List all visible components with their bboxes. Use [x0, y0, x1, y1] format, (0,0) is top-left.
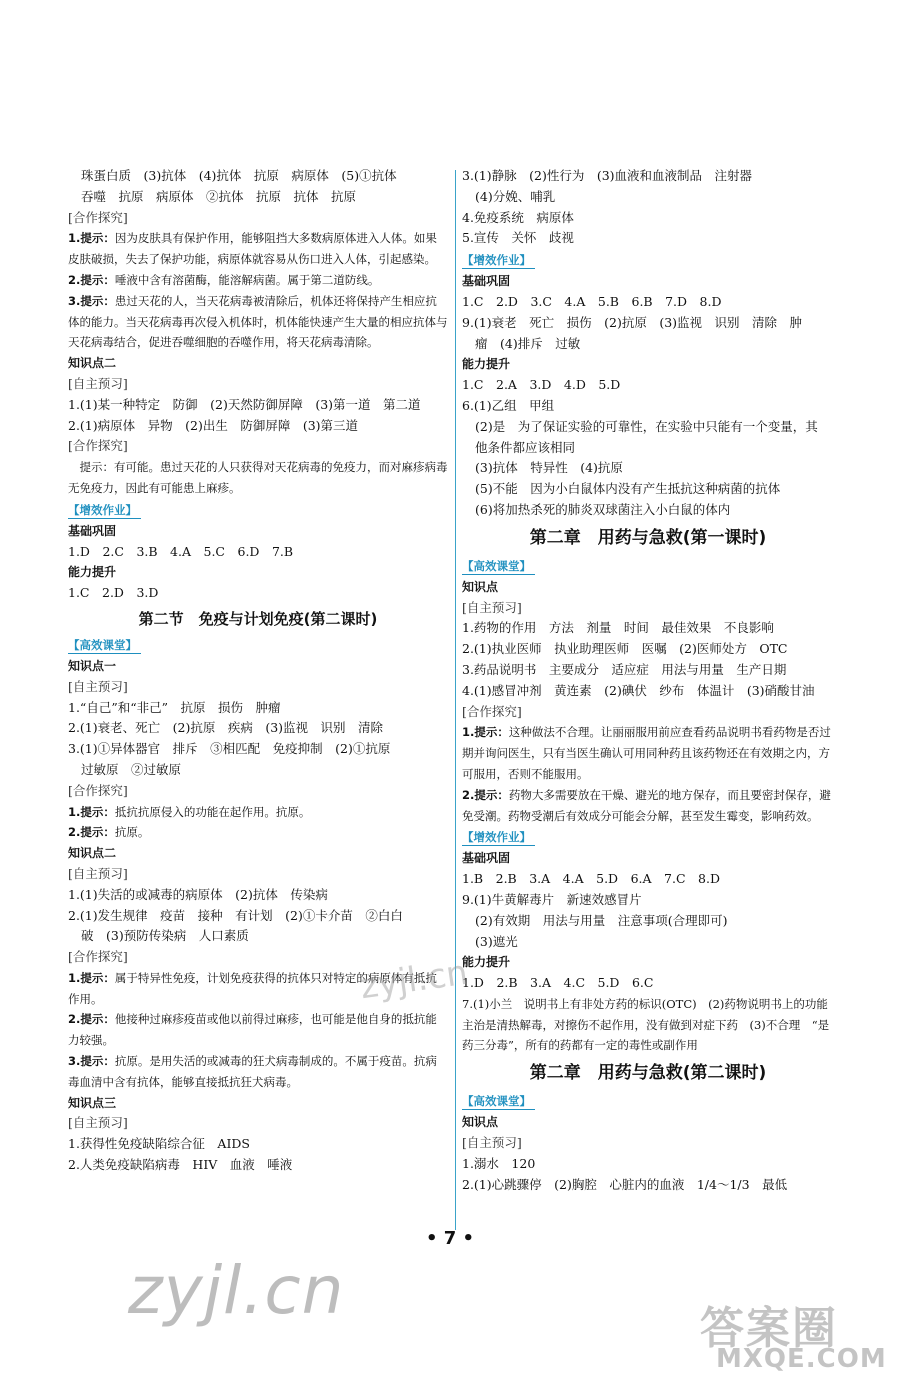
knowledge-heading: 知识点 [462, 579, 499, 594]
subsection-label: [合作探究] [68, 949, 128, 965]
hint-text: 药物大多需要放在干燥、避光的地方保存，而且要密封保存，避免受潮。药物受潮后有效成分可能会分解，甚至发生霉变，影响药效。 [462, 787, 831, 823]
answer-line: 1.D 2.C 3.B 4.A 5.C 6.D 7.B [68, 543, 294, 559]
hint-text: 抗原。是用失活的或减毒的狂犬病毒制成的。不属于疫苗。抗病毒血清中含有抗体，能够直接抵抗狂犬病毒。 [68, 1054, 437, 1089]
answer-line: 2.(1)病原体 异物 (2)出生 防御屏障 (3)第三道 [68, 417, 359, 433]
answer-line-indent: (2)有效期 用法与用量 注意事项(合理即可) [475, 912, 728, 928]
answer-line: 9.(1)牛黄解毒片 新速效感冒片 [462, 891, 642, 907]
hint-text: 属于特异性免疫，计划免疫获得的抗体只对特定的病原体有抵抗作用。 [68, 970, 437, 1006]
knowledge-heading: 能力提升 [68, 565, 117, 580]
page-number: • 7 • [425, 1228, 475, 1249]
hint-label: 3.提示： [68, 1054, 115, 1069]
knowledge-heading: 知识点二 [68, 356, 117, 371]
answer-line: 1.C 2.D 3.D [68, 585, 159, 601]
answer-line-indent: 过敏原 ②过敏原 [81, 761, 182, 777]
hint-text: 唾液中含有溶菌酶，能溶解病菌。属于第二道防线。 [114, 272, 380, 287]
hint-text: 这种做法不合理。让丽丽服用前应查看药品说明书看药物是否过期并询问医生，只有当医生确认可用同种药且该药物还在有效期之内，方可服用，否则不能服用。 [462, 725, 831, 781]
hint-text: 提示：有可能。患过天花的人只获得对天花病毒的免疫力，而对麻疹病毒无免疫力，因此有可能患上麻疹。 [68, 460, 448, 495]
section-tag: 【增效作业】 [462, 829, 535, 846]
watermark-logo-left: zyjl.cn [128, 1252, 345, 1329]
answer-line-indent: (3)遮光 [475, 933, 518, 949]
answer-line: 2.(1)衰老、死亡 (2)抗原 疾病 (3)监视 识别 清除 [68, 720, 384, 736]
knowledge-heading: 知识点 [462, 1115, 499, 1130]
section-tag: 【增效作业】 [462, 252, 535, 269]
hint-label: 2.提示： [68, 272, 115, 287]
hint-text: 患过天花的人，当天花病毒被清除后，机体还将保持产生相应抗体的能力。当天花病毒再次侵入机体时，机体能快速产生大量的相应抗体与天花病毒结合，促进吞噬细胞的吞噬作用，将天花病毒清除。 [68, 293, 448, 350]
answer-hint [68, 1051, 448, 1093]
answer-line-indent: (6)将加热杀死的肺炎双球菌注入小白鼠的体内 [475, 501, 731, 517]
watermark-center: zyjl.cn [357, 952, 471, 1008]
knowledge-heading: 基础巩固 [68, 523, 117, 538]
answer-line: 3.(1)①异体器官 排斥 ③相匹配 免疫抑制 (2)①抗原 [68, 741, 391, 757]
subsection-label: [合作探究] [68, 438, 128, 454]
section-tag: 【高效课堂】 [462, 1093, 535, 1110]
section-tag-row [462, 555, 834, 577]
answer-line: 6.(1)乙组 甲组 [462, 397, 555, 413]
subsection-label: [自主预习] [68, 865, 128, 881]
watermark-url-right: MXQE.COM [716, 1344, 887, 1374]
subsection-label: [合作探究] [68, 782, 128, 798]
answer-hint [68, 270, 448, 291]
answer-line: 5.宣传 关怀 歧视 [462, 230, 574, 246]
subsection-label: [自主预习] [462, 599, 522, 615]
answer-hint [68, 822, 448, 843]
subsection-label: [合作探究] [68, 209, 128, 225]
answer-hint [68, 228, 448, 270]
answer-line: 1.(1)失活的或减毒的病原体 (2)抗体 传染病 [68, 886, 328, 902]
answer-hint [462, 785, 834, 827]
answer-hint [462, 994, 834, 1056]
answer-line-indent: 他条件都应该相同 [475, 439, 576, 455]
answer-line-indent: (2)是 为了保证实验的可靠性，在实验中只能有一个变量，其 [475, 418, 818, 434]
answer-hint [68, 457, 448, 499]
section-tag-row [68, 634, 448, 656]
answer-line: 2.(1)心跳骤停 (2)胸腔 心脏内的血液 1/4～1/3 最低 [462, 1176, 788, 1192]
left-column [68, 166, 448, 1176]
subsection-label: [自主预习] [462, 1135, 522, 1151]
answer-line: 1.药物的作用 方法 剂量 时间 最佳效果 不良影响 [462, 620, 774, 636]
subsection-label: [合作探究] [462, 703, 522, 719]
hint-label: 1.提示： [68, 231, 115, 246]
answer-line: 1.D 2.B 3.A 4.C 5.D 6.C [462, 975, 654, 991]
answer-hint [462, 722, 834, 784]
hint-label: 1.提示： [462, 725, 509, 740]
subsection-label: [自主预习] [68, 375, 128, 391]
hint-text: 因为皮肤具有保护作用，能够阻挡大多数病原体进入人体。如果皮肤破损，失去了保护功能，病原体就容易从伤口进入人体，引起感染。 [68, 231, 437, 267]
answer-line: 1.获得性免疫缺陷综合征 AIDS [68, 1136, 250, 1152]
section-tag: 【增效作业】 [68, 502, 141, 519]
hint-label: 1.提示： [68, 970, 115, 985]
subsection-label: [自主预习] [68, 678, 128, 694]
answer-line: 1.溺水 120 [462, 1155, 536, 1171]
answer-hint [68, 802, 448, 823]
answer-line: 1.“自己”和“非己” 抗原 损伤 肿瘤 [68, 699, 281, 715]
knowledge-heading: 基础巩固 [462, 274, 511, 289]
hint-label: 2.提示： [68, 1012, 115, 1027]
hint-label: 3.提示： [68, 293, 115, 308]
hint-text: 抵抗抗原侵入的功能在起作用。抗原。 [114, 804, 311, 819]
hint-text: 7.(1)小兰 说明书上有非处方药的标识(OTC) (2)药物说明书上的功能主治是清热解毒，对擦伤不起作用，没有做到对症下药 (3)不合理 “是药三分毒”，所有的药都有一定的毒性或副作用 [462, 996, 830, 1053]
section-tag-row [462, 249, 834, 271]
answer-hint [68, 291, 448, 353]
knowledge-heading: 能力提升 [462, 357, 511, 372]
knowledge-heading: 基础巩固 [462, 851, 511, 866]
answer-line-indent: 瘤 (4)排斥 过敏 [475, 335, 581, 351]
knowledge-heading: 知识点三 [68, 1095, 117, 1110]
hint-text: 抗原。 [114, 825, 150, 840]
answer-line: 2.(1)执业医师 执业助理医师 医嘱 (2)医师处方 OTC [462, 641, 788, 657]
subsection-label: [自主预习] [68, 1115, 128, 1131]
answer-line-indent: 珠蛋白质 (3)抗体 (4)抗体 抗原 病原体 (5)①抗体 [81, 168, 397, 183]
section-tag-row [68, 499, 448, 521]
answer-line: 4.免疫系统 病原体 [462, 209, 574, 225]
hint-label: 2.提示： [68, 825, 115, 840]
answer-hint [68, 1009, 448, 1051]
section-tag-row [462, 826, 834, 848]
watermark-logo-right: 答案圈 [700, 1303, 838, 1354]
answer-line: 1.(1)某一种特定 防御 (2)天然防御屏障 (3)第一道 第二道 [68, 396, 421, 412]
hint-text: 他接种过麻疹疫苗或他以前得过麻疹，也可能是他自身的抵抗能力较强。 [68, 1012, 437, 1048]
section-tag: 【高效课堂】 [462, 558, 535, 575]
knowledge-heading: 能力提升 [462, 955, 511, 970]
right-column [462, 166, 834, 1195]
section-tag-row [462, 1090, 834, 1112]
answer-line: 1.B 2.B 3.A 4.A 5.D 6.A 7.C 8.D [462, 871, 720, 887]
answer-line: 2.人类免疫缺陷病毒 HIV 血液 唾液 [68, 1157, 293, 1173]
section-tag: 【高效课堂】 [68, 637, 141, 654]
hint-label: 2.提示： [462, 787, 509, 802]
hint-label: 1.提示： [68, 804, 115, 819]
answer-line: 3.(1)静脉 (2)性行为 (3)血液和血液制品 注射器 [462, 168, 753, 183]
knowledge-heading: 知识点二 [68, 846, 117, 861]
knowledge-heading: 知识点一 [68, 658, 117, 673]
answer-line-indent: 吞噬 抗原 病原体 ②抗体 抗原 抗体 抗原 [81, 188, 357, 204]
answer-line: 4.(1)感冒冲剂 黄连素 (2)碘伏 纱布 体温计 (3)硝酸甘油 [462, 682, 815, 698]
answer-line: 1.C 2.D 3.C 4.A 5.B 6.B 7.D 8.D [462, 293, 722, 309]
answer-line: 3.药品说明书 主要成分 适应症 用法与用量 生产日期 [462, 661, 787, 677]
answer-line: 2.(1)发生规律 疫苗 接种 有计划 (2)①卡介苗 ②白白 [68, 907, 403, 923]
answer-line-indent: (5)不能 因为小白鼠体内没有产生抵抗这种病菌的抗体 [475, 481, 781, 497]
chapter-title: 第二章 用药与急救(第二课时) [529, 1063, 767, 1084]
section-title: 第二节 免疫与计划免疫(第二课时) [138, 609, 378, 628]
answer-line: 1.C 2.A 3.D 4.D 5.D [462, 377, 621, 393]
answer-line-indent: (3)抗体 特异性 (4)抗原 [475, 460, 623, 476]
answer-line-indent: 破 (3)预防传染病 人口素质 [81, 928, 249, 944]
answer-line-indent: (4)分娩、哺乳 [475, 188, 556, 204]
chapter-title: 第二章 用药与急救(第一课时) [529, 527, 767, 548]
column-divider [455, 170, 456, 1230]
answer-line: 9.(1)衰老 死亡 损伤 (2)抗原 (3)监视 识别 清除 肿 [462, 314, 803, 330]
